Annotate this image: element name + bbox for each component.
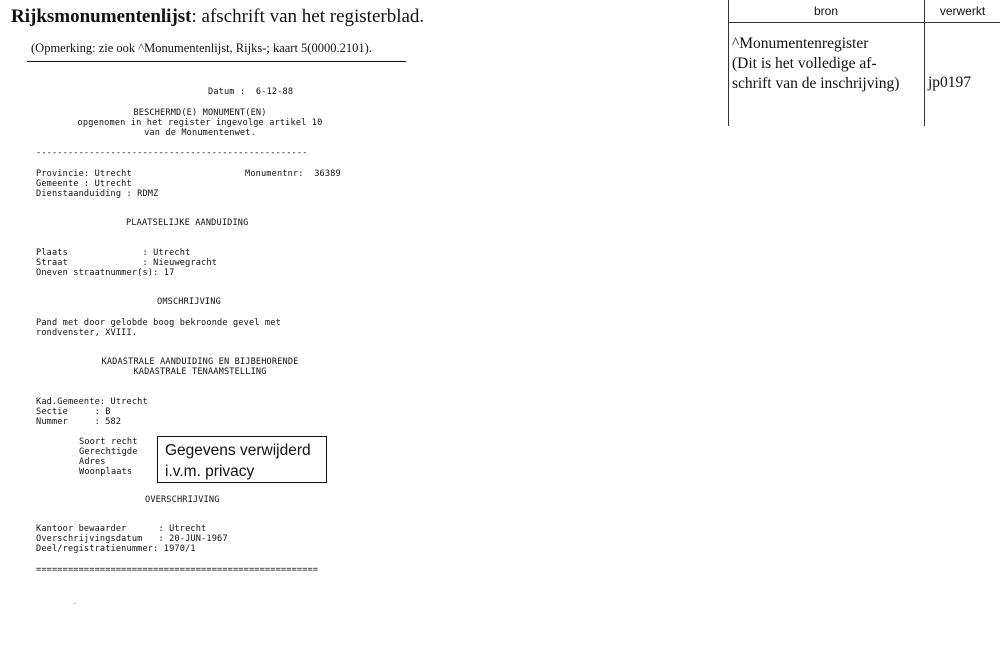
dienstaanduiding-line: Dienstaanduiding : RDMZ <box>36 189 159 199</box>
column-header-bron: bron <box>813 4 839 18</box>
overschrijvingsdatum-line: Overschrijvingsdatum : 20-JUN-1967 <box>36 534 228 544</box>
privacy-line-1: Gegevens verwijderd <box>165 442 311 459</box>
straat-line: Straat : Nieuwegracht <box>36 258 218 268</box>
nummer-line: Nummer : 582 <box>36 417 122 427</box>
gemeente-line: Gemeente : Utrecht <box>36 179 132 189</box>
title-rest: : afschrift van het registerblad. <box>191 6 425 27</box>
plaats-line: Plaats : Utrecht <box>36 248 191 258</box>
plaatselijke-heading: PLAATSELIJKE AANDUIDING <box>126 218 249 228</box>
table-left-border <box>728 0 729 126</box>
straatnummer-line: Oneven straatnummer(s): 17 <box>36 268 175 278</box>
adres-label: Adres <box>79 457 106 467</box>
bron-line-3: schrift van de inschrijving) <box>732 75 900 92</box>
kadastrale-heading-1: KADASTRALE AANDUIDING EN BIJBEHORENDE <box>101 357 299 367</box>
privacy-line-2: i.v.m. privacy <box>165 463 255 480</box>
column-header-verwerkt: verwerkt <box>939 4 986 18</box>
verwerkt-cell: jp0197 <box>928 74 972 91</box>
deel-line: Deel/registratienummer: 1970/1 <box>36 544 196 554</box>
bron-line-2: (Dit is het volledige af- <box>732 55 877 72</box>
omschrijving-line-1: Pand met door gelobde boog bekroonde gevel met <box>36 318 281 328</box>
privacy-notice-box <box>157 436 327 483</box>
soort-recht-label: Soort recht <box>79 437 138 447</box>
equals-rule: ===================================================== <box>36 565 319 575</box>
remark-underline <box>27 61 406 62</box>
bron-line-1: ^Monumentenregister <box>732 35 869 52</box>
heading-line-3: van de Monumentenwet. <box>144 128 256 138</box>
provincie-line: Provincie: Utrecht <box>36 169 132 179</box>
bron-cell <box>732 34 924 94</box>
kadastrale-heading-2: KADASTRALE TENAAMSTELLING <box>133 367 267 377</box>
datum-line: Datum : 6-12-88 <box>208 87 294 97</box>
heading-line-2: opgenomen in het register ingevolge artikel 10 <box>77 118 323 128</box>
omschrijving-line-2: rondvenster, XVIII. <box>36 328 138 338</box>
woonplaats-label: Woonplaats <box>79 467 133 477</box>
page-title <box>11 6 424 28</box>
remark-note: (Opmerking: zie ook ^Monumentenlijst, Rijks-; kaart 5(0000.2101). <box>31 41 372 55</box>
gerechtigde-label: Gerechtigde <box>79 447 138 457</box>
sectie-line: Sectie : B <box>36 407 111 417</box>
omschrijving-heading: OMSCHRIJVING <box>157 297 221 307</box>
title-bold: Rijksmonumentenlijst <box>11 6 192 27</box>
source-table <box>728 0 1000 126</box>
table-column-divider <box>924 0 925 126</box>
scan-speck <box>74 603 76 604</box>
table-header-rule <box>728 22 1000 23</box>
overschrijving-heading: OVERSCHRIJVING <box>145 495 220 505</box>
heading-line-1: BESCHERMD(E) MONUMENT(EN) <box>133 108 267 118</box>
kad-gemeente-line: Kad.Gemeente: Utrecht <box>36 397 148 407</box>
dash-rule: --------------------------------------------------- <box>36 148 308 158</box>
kantoor-line: Kantoor bewaarder : Utrecht <box>36 524 207 534</box>
monumentnr-line: Monumentnr: 36389 <box>245 169 341 179</box>
